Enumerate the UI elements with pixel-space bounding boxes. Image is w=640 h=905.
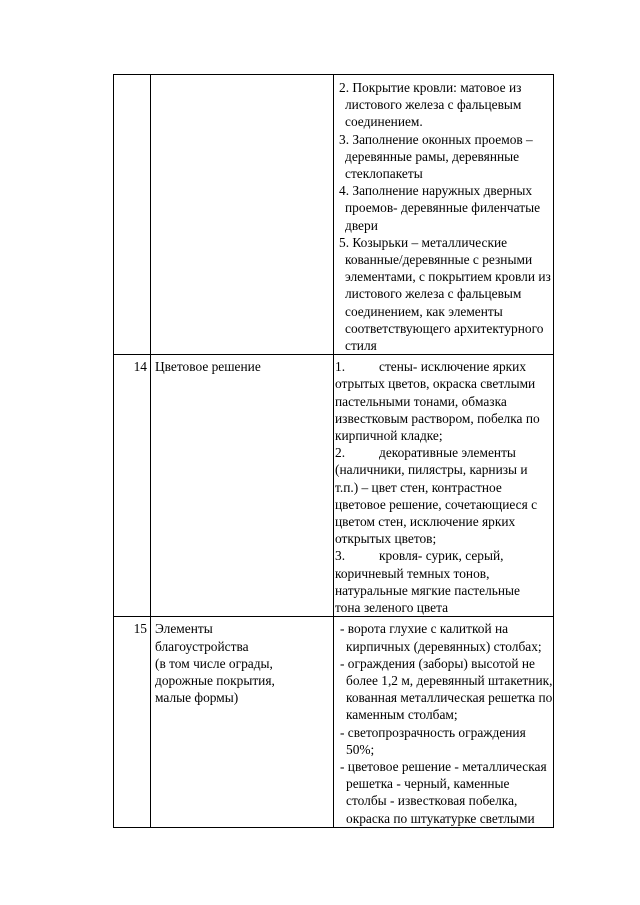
list-marker: 3. xyxy=(335,548,346,564)
list-item: 3. кровля- сурик, серый, xyxy=(335,548,504,564)
description-line: каменным столбам; xyxy=(346,707,458,723)
row-name-line: Элементы xyxy=(155,621,213,637)
description-line: открытых цветов; xyxy=(335,531,437,547)
description-line: т.п.) – цвет стен, контрастное xyxy=(335,479,502,495)
row-name-line: малые формы) xyxy=(155,690,239,706)
row-description-cell xyxy=(334,355,554,617)
list-item: 1. стены- исключение ярких xyxy=(335,359,527,375)
description-line: - ограждения (заборы) высотой не xyxy=(340,655,535,671)
list-item: 2. декоративные элементы xyxy=(335,445,516,461)
description-line: проемов- деревянные филенчатые xyxy=(345,200,541,216)
description-line: решетка - черный, каменные xyxy=(346,776,510,792)
description-line: деревянные рамы, деревянные xyxy=(345,148,520,164)
description-line: листового железа с фальцевым xyxy=(345,97,522,113)
row-description-cell xyxy=(334,617,554,827)
description-line: столбы - известковая побелка, xyxy=(346,793,518,809)
table-row xyxy=(114,75,554,355)
description-line: кованные/деревянные с резными xyxy=(345,252,533,268)
row-number-cell xyxy=(114,75,151,355)
description-line: цветовое решение, сочетающиеся с xyxy=(335,496,538,512)
description-line: натуральные мягкие пастельные xyxy=(335,582,520,598)
row-name-line: благоустройства xyxy=(155,638,249,654)
description-line: 5. Козырьки – металлические xyxy=(339,234,508,250)
description-line: окраска по штукатурке светлыми xyxy=(346,810,535,826)
description-line: 2. Покрытие кровли: матовое из xyxy=(339,80,522,95)
row-description-cell xyxy=(334,75,554,355)
description-line: кованная металлическая решетка по xyxy=(346,690,553,706)
table-row xyxy=(114,617,554,827)
list-marker: 1. xyxy=(335,359,346,375)
row-number-cell: 15 xyxy=(114,617,151,827)
table-row xyxy=(114,355,554,617)
description-line: - светопрозрачность ограждения xyxy=(340,724,526,740)
list-marker: 2. xyxy=(335,445,346,461)
description-line: стиля xyxy=(345,338,377,354)
row-name-cell xyxy=(151,617,334,827)
row-name-cell xyxy=(151,75,334,355)
description-line: отрытых цветов, окраска светлыми xyxy=(335,376,536,392)
description-line: - цветовое решение - металлическая xyxy=(340,758,547,774)
description-line: двери xyxy=(345,217,378,233)
description-line: известковым раствором, побелка по xyxy=(335,410,540,426)
description-line: цветом стен, исключение ярких xyxy=(335,514,516,530)
description-line: листового железа с фальцевым xyxy=(345,286,522,302)
description-line: - ворота глухие с калиткой на xyxy=(340,621,509,637)
requirements-table xyxy=(113,74,554,828)
row-name-line: дорожные покрытия, xyxy=(155,672,275,688)
description-line: кирпичных (деревянных) столбах; xyxy=(346,638,542,654)
description-line: более 1,2 м, деревянный штакетник, xyxy=(346,672,553,688)
description-line: кирпичной кладке; xyxy=(335,428,443,444)
description-line: коричневый темных тонов, xyxy=(335,565,490,581)
description-line: пастельными тонами, обмазка xyxy=(335,393,507,409)
description-line: соединением, как элементы xyxy=(345,303,503,319)
description-line: соответствующего архитектурного xyxy=(345,320,544,336)
description-line: 4. Заполнение наружных дверных xyxy=(339,183,533,199)
description-line: стеклопакеты xyxy=(345,166,423,182)
row-number-cell: 14 xyxy=(114,355,151,617)
row-name-cell xyxy=(151,355,334,617)
row-name-line: (в том числе ограды, xyxy=(155,655,273,671)
description-line: 50%; xyxy=(346,741,375,757)
description-line: тона зеленого цвета xyxy=(335,600,449,616)
description-line: соединением. xyxy=(345,114,423,130)
description-line: элементами, с покрытием кровли из xyxy=(345,269,551,285)
row-name-line: Цветовое решение xyxy=(155,359,261,375)
description-line: 3. Заполнение оконных проемов – xyxy=(339,131,533,147)
description-line: (наличники, пилястры, карнизы и xyxy=(335,462,528,478)
